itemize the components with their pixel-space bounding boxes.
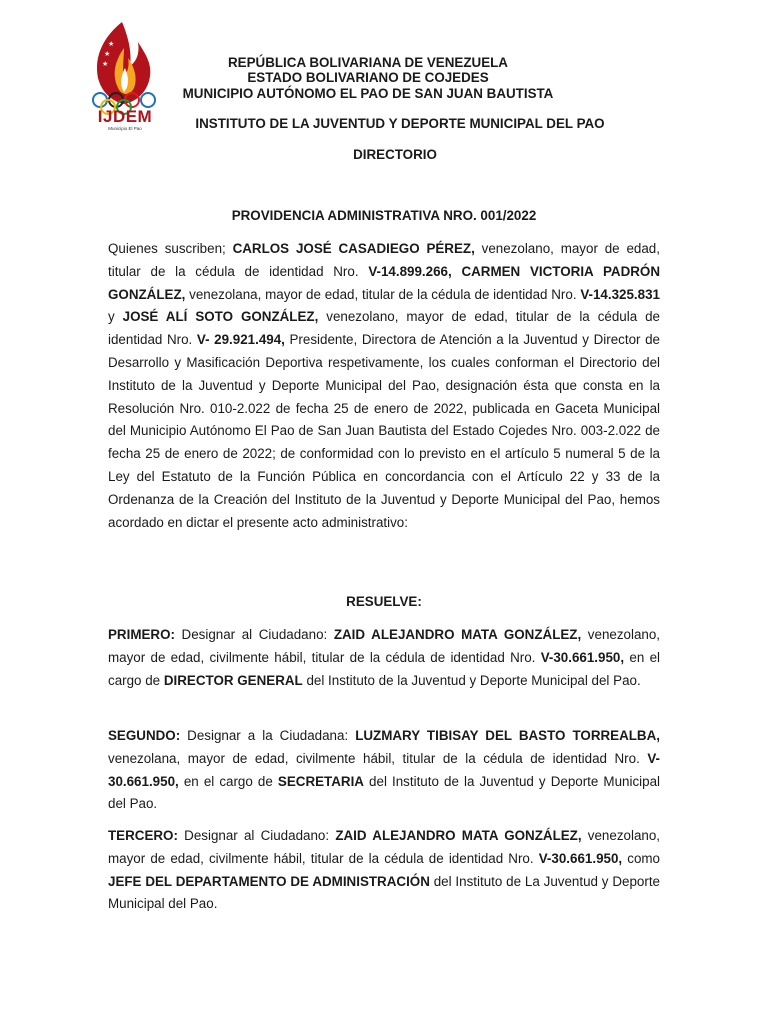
intro-text-2: venezolano, mayor de edad, titular de la cédula de identidad Nro. [108,241,660,279]
header-municipality: MUNICIPIO AUTÓNOMO EL PAO DE SAN JUAN BAUTISTA [182,86,554,101]
intro-text-5: y [108,309,123,325]
logo-brand: IJDEM [97,107,153,126]
intro-text-4: venezolana, mayor de edad, titular de la cédula de identidad Nro. [185,286,581,302]
header-directorio: DIRECTORIO [353,147,437,162]
svg-text:★: ★ [108,41,115,48]
signer-name-3: JOSÉ ALÍ SOTO GONZÁLEZ, [122,309,319,325]
logo-text [92,108,158,131]
header-state: ESTADO BOLIVARIANO DE COJEDES [247,70,489,85]
article-label: TERCERO: [108,828,178,843]
intro-text-7: Presidente, Directora de Atención a la Juventud y Director de Desarrollo y Masificación Deportiva respetivamente, los cuales conforman el Directorio del Instituto de la Juventud y Deporte Municipal del Pao, designación ésta que consta en la Resolución Nro. 010-2.022 de fecha 25 de enero de 2022, publicada en Gaceta Municipal del Municipio Autónomo El Pao de San Juan Bautista del Estado Cojedes Nro. 003-2.022 de fecha 25 de enero de 2022; de conformidad con lo previsto en el artículo 5 numeral 5 de la Ley del Estatuto de la Función Pública en concordancia con el Artículo 22 y 33 de la Ordenanza de la Creación del Instituto de la Juventud y Deporte Municipal del Pao, hemos acordado en dictar el presente acto administrativo: [108,332,660,530]
svg-text:★: ★ [104,51,111,58]
designee-name: ZAID ALEJANDRO MATA GONZÁLEZ, [333,627,582,642]
signer-name-1: CARLOS JOSÉ CASADIEGO PÉREZ, [232,241,475,256]
resuelve-heading: RESUELVE: [346,594,422,609]
signer-id-2: V-14.325.831 [580,286,660,302]
article-text: Designar a la Ciudadana: [180,728,356,743]
designee-position: JEFE DEL DEPARTAMENTO DE ADMINISTRACIÓN [108,873,430,889]
header-republic: REPÚBLICA BOLIVARIANA DE VENEZUELA [228,55,508,70]
article-text: del Instituto de La Juventud y Deporte Municipal del Pao. [108,873,660,912]
signer-id-3: V- 29.921.494, [196,332,285,348]
svg-text:★: ★ [102,61,109,68]
logo-subtitle: Municipio El Pao [108,126,142,131]
article-tercero [108,825,660,916]
article-text: en el cargo de [178,773,278,789]
designee-id: V-30.661.950, [540,649,625,665]
article-text: como [622,850,660,866]
article-text: en el cargo de [108,649,660,688]
document-title: PROVIDENCIA ADMINISTRATIVA NRO. 001/2022 [231,208,537,223]
designee-position: SECRETARIA [277,773,364,789]
header-institute: INSTITUTO DE LA JUVENTUD Y DEPORTE MUNICIPAL DEL PAO [195,116,605,131]
article-text: venezolano, mayor de edad, civilmente hábil, titular de la cédula de identidad Nro. [108,627,661,665]
designee-name: ZAID ALEJANDRO MATA GONZÁLEZ, [335,828,582,843]
intro-text-3 [452,264,462,279]
signer-id-1: V-14.899.266, [368,263,452,279]
article-segundo [108,725,660,816]
intro-text-1: Quienes suscriben; [108,241,233,256]
article-text: venezolana, mayor de edad, civilmente hábil, titular de la cédula de identidad Nro. [108,750,648,766]
intro-text-6: venezolano, mayor de edad, titular de la cédula de identidad Nro. [108,309,660,348]
designee-position: DIRECTOR GENERAL [163,672,303,688]
designee-id: V-30.661.950, [108,750,660,789]
designee-id: V-30.661.950, [538,850,623,866]
article-text: del Instituto de la Juventud y Deporte Municipal del Pao. [108,773,660,812]
article-label: SEGUNDO: [108,728,181,743]
article-label: PRIMERO: [108,627,175,642]
intro-paragraph [108,238,660,534]
article-text: del Instituto de la Juventud y Deporte Municipal del Pao. [302,672,641,688]
article-text: Designar al Ciudadano: [177,828,336,843]
article-text: venezolano, mayor de edad, civilmente hábil, titular de la cédula de identidad Nro. [108,828,661,866]
designee-name: LUZMARY TIBISAY DEL BASTO TORREALBA, [355,728,660,743]
article-primero [108,624,660,692]
signer-name-2: CARMEN VICTORIA PADRÓN GONZÁLEZ, [108,263,660,302]
article-text: Designar al Ciudadano: [174,627,334,642]
